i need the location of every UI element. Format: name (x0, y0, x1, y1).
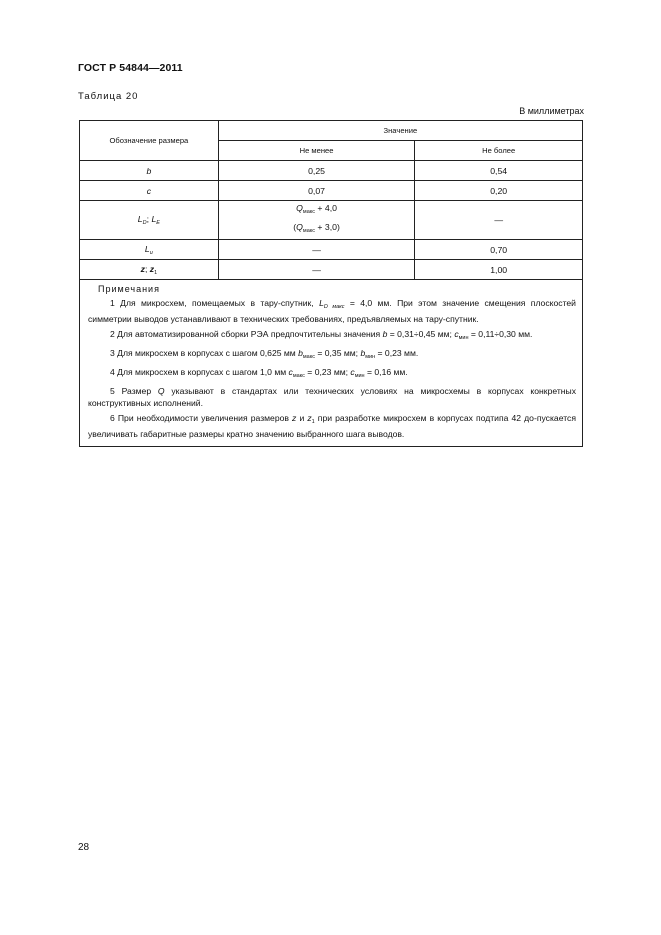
notes-title: Примечания (98, 284, 160, 294)
header-min: Не менее (218, 141, 415, 161)
note-1: 1 Для микросхем, помещаемых в тару-спутник, $L_{D макс} = 4,0$ мм. При этом значение смещения плоскостей симметрии выводов устанавливают в технических требованиях, предъявляемых на тару-спутник. (88, 298, 576, 324)
note-3: 3 Для микросхем в корпусах с шагом 0,625 мм $b_{макс} = 0,35$ мм; $b_{мин} = 0,23$ мм. (110, 348, 419, 360)
row-designation: $L_D$; $L_E$ (80, 201, 219, 240)
table-row (80, 260, 583, 280)
table-row (80, 161, 583, 181)
row-designation: $L_u$ (80, 240, 219, 260)
standard-header: ГОСТ Р 54844—2011 (78, 62, 183, 74)
row-designation: b (80, 161, 219, 181)
dimensions-table (79, 120, 583, 447)
header-value: Значение (218, 121, 582, 141)
table-row (80, 240, 583, 260)
row-min: — (218, 240, 415, 260)
row-designation: z; $z_1$ (80, 260, 219, 280)
note-2: 2 Для автоматизированной сборки РЭА предпочтительны значения b = 0,31÷0,45 мм; $c_{мин} = 0,11\div 0,30$ мм. (110, 329, 533, 341)
notes-cell (80, 280, 583, 447)
notes-row (80, 280, 583, 447)
note-6: 6 При необходимости увеличения размеров z и $z_1$ при разработке микросхем в корпусах подтипа 42 до-пускается увеличивать габаритные размеры кратно значению выбранного шага выводов. (88, 413, 576, 439)
row-max: 0,54 (415, 161, 583, 181)
row-designation: c (80, 181, 219, 201)
header-max: Не более (415, 141, 583, 161)
table-title: Таблица 20 (78, 91, 139, 102)
row-min: 0,25 (218, 161, 415, 181)
header-designation: Обозначение размера (80, 121, 219, 161)
row-max: 1,00 (415, 260, 583, 280)
table-units: В миллиметрах (519, 106, 584, 116)
note-5: 5 Размер Q указывают в стандартах или технических условиях на микросхемы в корпусах конкретных конструктивных исполнений. (88, 386, 576, 408)
note-4: 4 Для микросхем в корпусах с шагом 1,0 мм $c_{макс} = 0,23$ мм; $c_{мин} = 0,16$ мм. (110, 367, 408, 379)
row-max: 0,70 (415, 240, 583, 260)
row-min: $Q_{макс} + 4,0$ $(Q_{макс} + 3,0)$ (218, 201, 415, 240)
row-min: — (218, 260, 415, 280)
table-row (80, 201, 583, 240)
row-max: — (415, 201, 583, 240)
page-number: 28 (78, 842, 90, 853)
table-row (80, 181, 583, 201)
row-max: 0,20 (415, 181, 583, 201)
row-min: 0,07 (218, 181, 415, 201)
